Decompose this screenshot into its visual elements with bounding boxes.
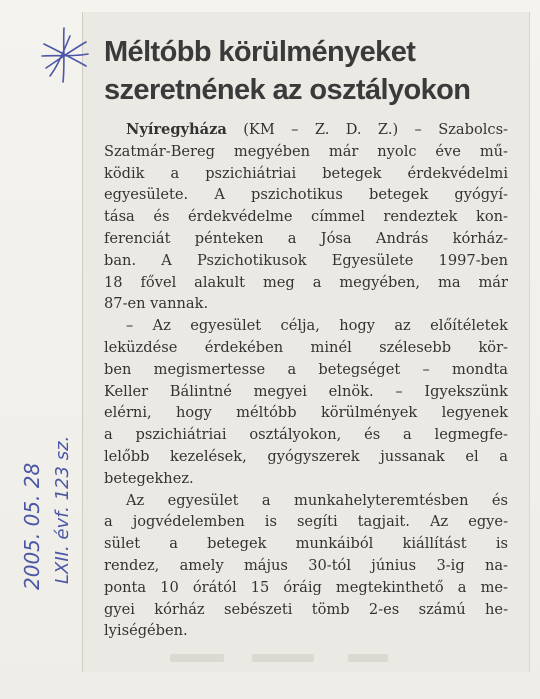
article-line: rendez, amely május 30-tól június 3-ig na-: [104, 556, 508, 574]
article-line: Az egyesület a munkahelyteremtésben és: [126, 491, 508, 509]
bleed-through-mark: [348, 654, 388, 662]
article-line: lyiségében.: [104, 622, 188, 640]
article-line: ködik a pszichiátriai betegek érdekvédelmi: [104, 164, 508, 182]
article-line: ben megismertesse a betegséget – mondta: [104, 360, 508, 378]
article-line: ferenciát pénteken a Jósa András kórház-: [104, 229, 508, 247]
article-line: tása és érdekvédelme címmel rendeztek kon-: [104, 208, 508, 226]
headline-line-1: Méltóbb körülményeket: [104, 36, 416, 68]
handwritten-date: 2005. 05. 28: [20, 462, 44, 590]
headline-line-2: szeretnének az osztályokon: [104, 74, 471, 106]
article-line: Nyíregyháza (KM – Z. D. Z.) – Szabolcs-: [126, 121, 508, 138]
handwritten-asterisk-icon: [36, 24, 92, 86]
article-line: sület a betegek munkáiból kiállítást is: [104, 535, 508, 553]
handwritten-archive-note: [12, 372, 84, 596]
article-line: Keller Bálintné megyei elnök. – Igyekszünk: [104, 382, 508, 400]
article-line: elérni, hogy méltóbb körülmények legyenek: [104, 404, 508, 422]
handwritten-issue-reference: LXII. évf. 123 sz.: [52, 435, 73, 584]
article-headline: [104, 33, 524, 109]
article-line: betegekhez.: [104, 469, 194, 487]
article-line: gyei kórház sebészeti tömb 2-es számú he-: [104, 600, 508, 618]
article-line: ponta 10 órától 15 óráig megtekinthető a me-: [104, 578, 508, 596]
article-line: ban. A Pszichotikusok Egyesülete 1997-ben: [104, 251, 508, 269]
article-body: [104, 119, 508, 642]
bleed-through-mark: [252, 654, 314, 662]
article-line: leküzdése érdekében minél szélesebb kör-: [104, 338, 508, 356]
dateline-place: Nyíregyháza: [126, 121, 227, 138]
article-line: a pszichiátriai osztályokon, és a legmegfe-: [104, 426, 508, 444]
article-line: a jogvédelemben is segíti tagjait. Az egye-: [104, 513, 508, 531]
article-line: 18 fővel alakult meg a megyében, ma már: [104, 273, 508, 291]
article-line: – Az egyesület célja, hogy az előítéletek: [126, 317, 508, 335]
bleed-through-mark: [170, 654, 224, 662]
article-line: Szatmár-Bereg megyében már nyolc éve mű-: [104, 142, 508, 160]
article-line: lelőbb kezelések, gyógyszerek jussanak el a: [104, 447, 508, 465]
article-line: egyesülete. A pszichotikus betegek gyógyí-: [104, 186, 508, 204]
article-line: 87-en vannak.: [104, 295, 209, 313]
